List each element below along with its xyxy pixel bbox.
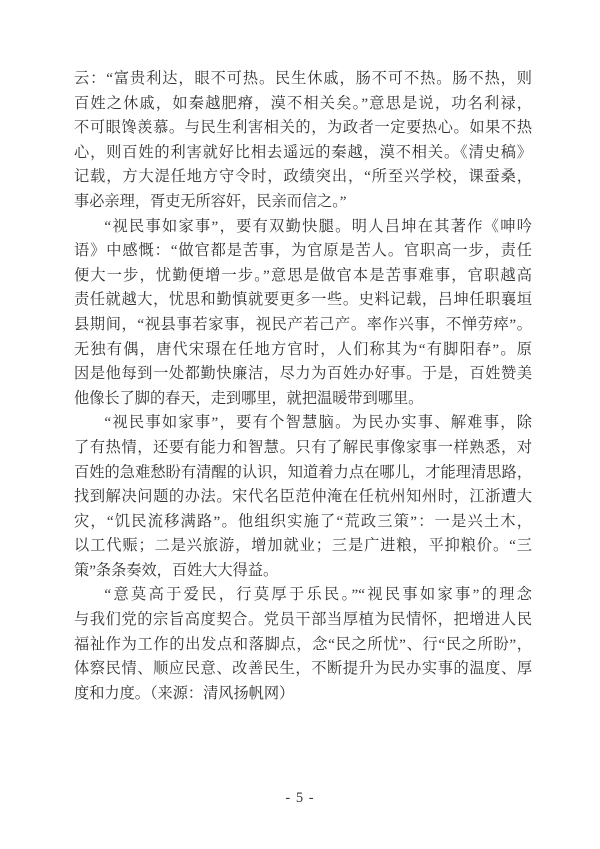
- text-line: 与我们党的宗旨高度契合。党员干部当厚植为民情怀，把增进人民: [74, 611, 532, 629]
- text-line: 责任就越大，忧思和勤慎就要更多一些。史料记载，吕坤任职襄垣: [74, 291, 532, 309]
- page-number: - 5 -: [285, 790, 315, 806]
- text-line: 事必亲理，胥吏无所容奸，民亲而信之。”: [74, 192, 347, 210]
- text-line: 无独有偶，唐代宋璟在任地方官时，人们称其为“有脚阳春”。原: [74, 340, 532, 358]
- text-line: 百姓的急难愁盼有清醒的认识，知道着力点在哪儿，才能理清思路，: [74, 463, 532, 481]
- text-line: 不可眼馋羡慕。与民生利害相关的，为政者一定要热心。如果不热: [74, 119, 532, 137]
- text-line: 语》中感慨：“做官都是苦事，为官原是苦人。官职高一步，责任: [74, 242, 532, 260]
- document-body: [74, 67, 532, 706]
- text-line: 了有热情，还要有能力和智慧。只有了解民事像家事一样熟悉，对: [74, 438, 532, 456]
- text-line: “意莫高于爱民，行莫厚于乐民。”“视民事如家事”的理念: [104, 586, 532, 604]
- text-line: 度和力度。（来源：清风扬帆网）: [74, 684, 295, 702]
- paragraph-4: [74, 583, 532, 706]
- text-line: 策”条条奏效，百姓大大得益。: [74, 561, 279, 579]
- text-line: 心，则百姓的利害就好比相去遥远的秦越，漠不相关。《清史稿》: [74, 143, 532, 161]
- text-line: 记载，方大湜任地方守令时，政绩突出，“所至兴学校，课蚕桑，: [74, 168, 532, 186]
- text-line: 以工代赈；二是兴旅游，增加就业；三是广进粮，平抑粮价。“三: [74, 537, 532, 555]
- text-line: 便大一步，忧勤便增一步。”意思是做官本是苦事难事，官职越高: [74, 266, 532, 284]
- text-line: 县期间，“视县事若家事，视民产若己产。率作兴事，不惮劳瘁”。: [74, 315, 532, 333]
- text-line: “视民事如家事”，要有双勤快腿。明人吕坤在其著作《呻吟: [104, 217, 532, 235]
- text-line: 百姓之休戚，如秦越肥瘠，漠不相关矣。”意思是说，功名利禄，: [74, 94, 532, 112]
- text-line: 云：“富贵利达，眼不可热。民生休戚，肠不可不热。肠不热，则: [74, 70, 532, 87]
- paragraph-1: [74, 67, 532, 215]
- text-line: 灾，“饥民流移满路”。他组织实施了“荒政三策”：一是兴土木，: [74, 512, 532, 530]
- paragraph-3: [74, 411, 532, 583]
- text-line: 他像长了脚的春天，走到哪里，就把温暖带到哪里。: [74, 389, 424, 407]
- text-line: 体察民情、顺应民意、改善民生，不断提升为民办实事的温度、厚: [74, 660, 532, 678]
- text-line: 福祉作为工作的出发点和落脚点，念“民之所忧”、行“民之所盼”，: [74, 635, 532, 653]
- text-line: “视民事如家事”，要有个智慧脑。为民办实事、解难事，除: [104, 414, 532, 432]
- text-line: 因是他每到一处都勤快廉洁，尽力为百姓办好事。于是，百姓赞美: [74, 365, 532, 383]
- text-line: 找到解决问题的办法。宋代名臣范仲淹在任杭州知州时，江浙遭大: [74, 488, 532, 506]
- paragraph-2: [74, 215, 532, 412]
